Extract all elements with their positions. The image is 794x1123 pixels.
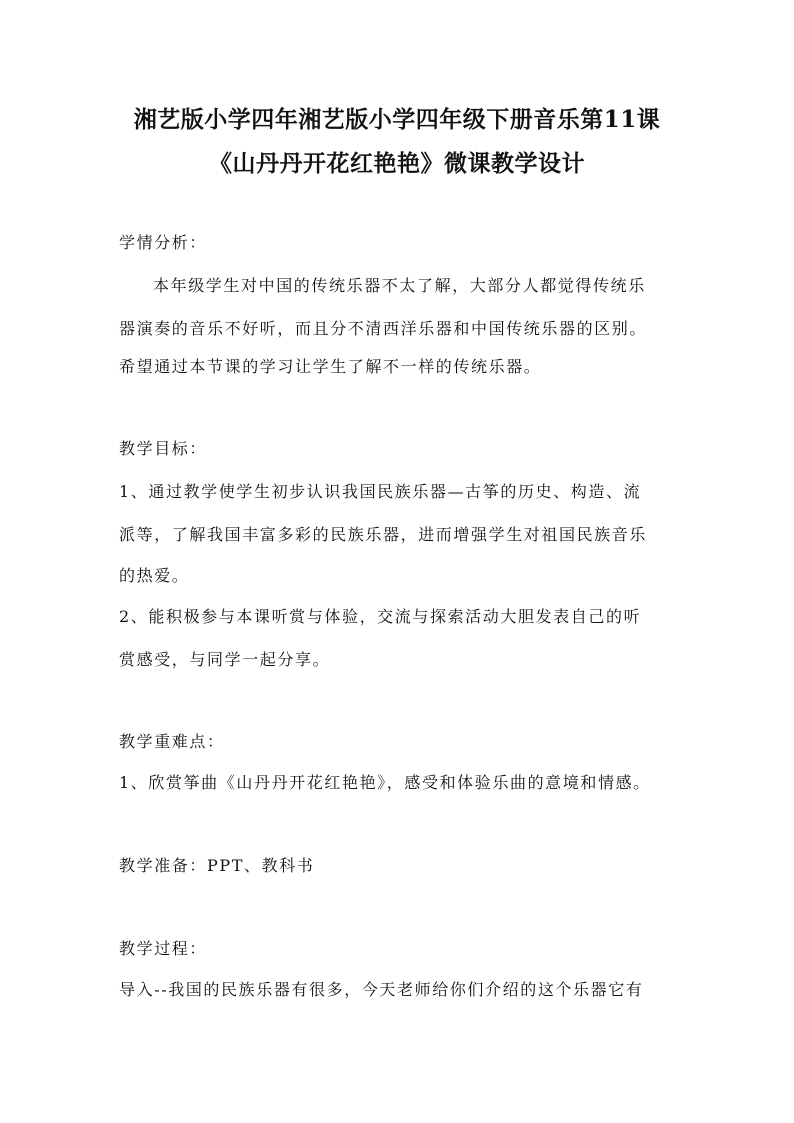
section-heading-goals: 教学目标： xyxy=(119,439,208,458)
keypoints-line-1: 1、欣赏筝曲《山丹丹开花红艳艳》，感受和体验乐曲的意境和情感。 xyxy=(119,773,651,792)
section-heading-keypoints: 教学重难点： xyxy=(119,732,225,751)
section-preparation: 教学准备：PPT、教科书 xyxy=(119,856,315,875)
goals-line-3: 的热爱。 xyxy=(119,566,190,585)
goals-line-4: 2、能积极参与本课听赏与体验，交流与探索活动大胆发表自己的听 xyxy=(119,607,642,626)
analysis-line-2: 器演奏的音乐不好听，而且分不清西洋乐器和中国传统乐器的区别。 xyxy=(119,319,648,338)
section-heading-process: 教学过程： xyxy=(119,939,208,958)
analysis-line-1: 本年级学生对中国的传统乐器不太了解，大部分人都觉得传统乐 xyxy=(153,276,646,295)
section-heading-analysis: 学情分析： xyxy=(119,233,208,252)
process-line-1: 导入--我国的民族乐器有很多，今天老师给你们介绍的这个乐器它有 xyxy=(119,980,644,999)
goals-line-1: 1、通过教学使学生初步认识我国民族乐器—古筝的历史、构造、流 xyxy=(119,482,642,501)
goals-line-5: 赏感受，与同学一起分享。 xyxy=(119,650,331,669)
goals-line-2: 派等，了解我国丰富多彩的民族乐器，进而增强学生对祖国民族音乐 xyxy=(119,525,648,544)
analysis-line-3: 希望通过本节课的学习让学生了解不一样的传统乐器。 xyxy=(119,357,542,376)
document-title-line-2: 《山丹丹开花红艳艳》微课教学设计 xyxy=(209,150,585,177)
document-title-line-1: 湘艺版小学四年湘艺版小学四年级下册音乐第11课 xyxy=(133,106,661,133)
